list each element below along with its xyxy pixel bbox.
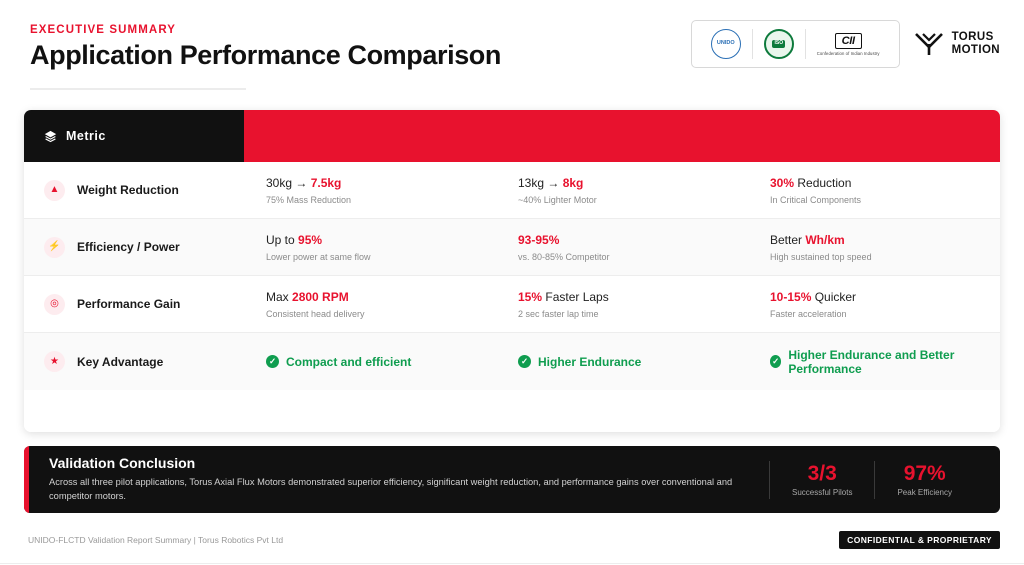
footer xyxy=(0,527,1024,565)
cell-sub: Lower power at same flow xyxy=(266,251,371,262)
stat-value: 3/3 xyxy=(807,462,837,486)
advantage-label: Higher Endurance and Better Performance xyxy=(788,347,955,376)
iso-seal-icon: ISO xyxy=(764,29,794,59)
cell-main xyxy=(770,176,1000,190)
table-row xyxy=(24,219,1000,276)
check-icon: ✓ xyxy=(266,355,279,368)
row-metric-label: Key Advantage xyxy=(77,354,164,369)
stat-label: Successful Pilots xyxy=(791,487,853,497)
brand-line1: TORUS xyxy=(951,31,994,44)
torus-motion-mark-icon xyxy=(914,31,944,57)
row-metric-cell xyxy=(24,219,244,275)
table-header-metric xyxy=(24,110,244,162)
table-row xyxy=(24,162,1000,219)
conclusion-title: Validation Conclusion xyxy=(49,455,196,472)
cell-main-highlight: 30% xyxy=(770,175,795,190)
cell-main-pre: Better xyxy=(770,232,806,247)
table-header-row xyxy=(24,110,1000,162)
conclusion-text-block xyxy=(29,455,769,504)
cell-main xyxy=(518,290,748,304)
table-header-col-2 xyxy=(496,110,748,162)
check-icon: ✓ xyxy=(518,355,531,368)
cell-main-pre: Max xyxy=(266,289,293,304)
cell-sub: Faster acceleration xyxy=(770,308,847,319)
confidential-badge: CONFIDENTIAL & PROPRIETARY xyxy=(839,531,1000,549)
cell-sub: vs. 80-85% Competitor xyxy=(518,251,610,262)
unido-logo xyxy=(700,20,752,68)
cell-sub: High sustained top speed xyxy=(770,251,872,262)
weight-icon: ▲ xyxy=(44,180,65,201)
conclusion-stats xyxy=(769,446,1000,513)
stat-successful-pilots xyxy=(770,462,874,496)
footer-text: UNIDO-FLCTD Validation Report Summary | Torus Robotics Pvt Ltd xyxy=(28,535,284,545)
cell-main xyxy=(518,233,748,247)
cell-main-highlight: 8kg xyxy=(562,175,584,190)
table-cell xyxy=(496,333,748,390)
cell-main-highlight: 15% xyxy=(518,289,543,304)
advantage-label: Compact and efficient xyxy=(286,354,412,369)
table-row xyxy=(24,276,1000,333)
header-title-block xyxy=(0,0,501,70)
unido-seal-icon: UNIDO xyxy=(711,29,741,59)
cell-sub: 2 sec faster lap time xyxy=(518,308,599,319)
footer-divider xyxy=(0,563,1024,564)
header xyxy=(0,0,1024,88)
cii-logo xyxy=(806,20,891,68)
cell-sub: ~40% Lighter Motor xyxy=(518,194,597,205)
validation-conclusion-panel xyxy=(24,446,1000,513)
table-header-col-3 xyxy=(748,110,1000,162)
row-metric-cell xyxy=(24,333,244,390)
row-values xyxy=(244,333,1000,390)
brand-text xyxy=(952,31,1000,57)
row-values xyxy=(244,162,1000,218)
cell-main xyxy=(266,290,496,304)
cell-main-highlight: 7.5kg xyxy=(310,175,342,190)
table-cell xyxy=(496,219,748,275)
cell-main-highlight: 95% xyxy=(298,232,323,247)
cell-main-post: Faster Laps xyxy=(542,289,609,304)
brand-logo xyxy=(914,31,1000,57)
table-cell xyxy=(244,162,496,218)
header-logos xyxy=(691,0,1024,68)
cell-main-highlight: 10-15% xyxy=(770,289,812,304)
table-header-columns xyxy=(244,110,1000,162)
row-metric-cell xyxy=(24,276,244,332)
cell-sub: 75% Mass Reduction xyxy=(266,194,352,205)
cii-mark: CII xyxy=(835,33,862,49)
cell-main-pre: Up to xyxy=(266,232,299,247)
row-metric-label: Efficiency / Power xyxy=(77,240,180,254)
iso-logo xyxy=(753,20,805,68)
brand-line2: MOTION xyxy=(951,44,1000,56)
advantage-value xyxy=(518,355,748,369)
star-icon: ★ xyxy=(44,351,65,372)
table-cell xyxy=(748,333,1000,390)
table-cell xyxy=(244,333,496,390)
cell-main-post: Reduction xyxy=(794,175,852,190)
conclusion-body: Across all three pilot applications, Torus Axial Flux Motors demonstrated superior efficiency, significant weight reduction, and performance gains over conventional and competitor motors. xyxy=(49,477,733,501)
table-cell xyxy=(748,162,1000,218)
target-icon: ◎ xyxy=(44,294,65,315)
table-cell xyxy=(748,276,1000,332)
advantage-value xyxy=(266,355,496,369)
cell-main-pre: 13kg → xyxy=(518,175,563,190)
cell-main-highlight: 2800 RPM xyxy=(292,289,349,304)
table-cell xyxy=(748,219,1000,275)
row-metric-cell xyxy=(24,162,244,218)
table-cell xyxy=(244,276,496,332)
cell-main xyxy=(266,233,496,247)
bolt-icon: ⚡ xyxy=(44,237,65,258)
cell-main xyxy=(518,176,748,190)
cell-main xyxy=(266,176,496,190)
stat-peak-efficiency xyxy=(875,462,974,496)
cell-main-highlight: 93-95% xyxy=(518,232,560,247)
advantage-label: Higher Endurance xyxy=(538,354,642,369)
table-header-col-1 xyxy=(244,110,496,162)
check-icon: ✓ xyxy=(770,355,781,368)
table-cell xyxy=(496,276,748,332)
cell-sub: Consistent head delivery xyxy=(266,308,365,319)
table-cell xyxy=(244,219,496,275)
row-metric-label: Performance Gain xyxy=(77,297,181,311)
table-row xyxy=(24,333,1000,390)
cell-main-pre: 30kg → xyxy=(266,175,311,190)
row-values xyxy=(244,276,1000,332)
cell-main-highlight: Wh/km xyxy=(805,232,845,247)
cell-main xyxy=(770,290,1000,304)
stat-value: 97% xyxy=(903,462,946,486)
certification-box xyxy=(691,20,900,68)
advantage-value xyxy=(770,348,1000,376)
header-divider xyxy=(30,88,246,90)
row-metric-label: Weight Reduction xyxy=(77,183,179,197)
layers-icon xyxy=(44,130,57,143)
cell-main-post: Quicker xyxy=(811,289,857,304)
page-title: Application Performance Comparison xyxy=(30,40,501,70)
stat-label: Peak Efficiency xyxy=(897,487,952,497)
eyebrow-label: EXECUTIVE SUMMARY xyxy=(30,24,177,36)
cell-sub: In Critical Components xyxy=(770,194,862,205)
table-header-metric-label: Metric xyxy=(66,129,106,143)
table-footer-space xyxy=(24,390,1000,432)
cii-subtitle: Confederation of Indian Industry xyxy=(816,50,880,56)
row-values xyxy=(244,219,1000,275)
cell-main xyxy=(770,233,1000,247)
table-cell xyxy=(496,162,748,218)
comparison-table xyxy=(24,110,1000,432)
